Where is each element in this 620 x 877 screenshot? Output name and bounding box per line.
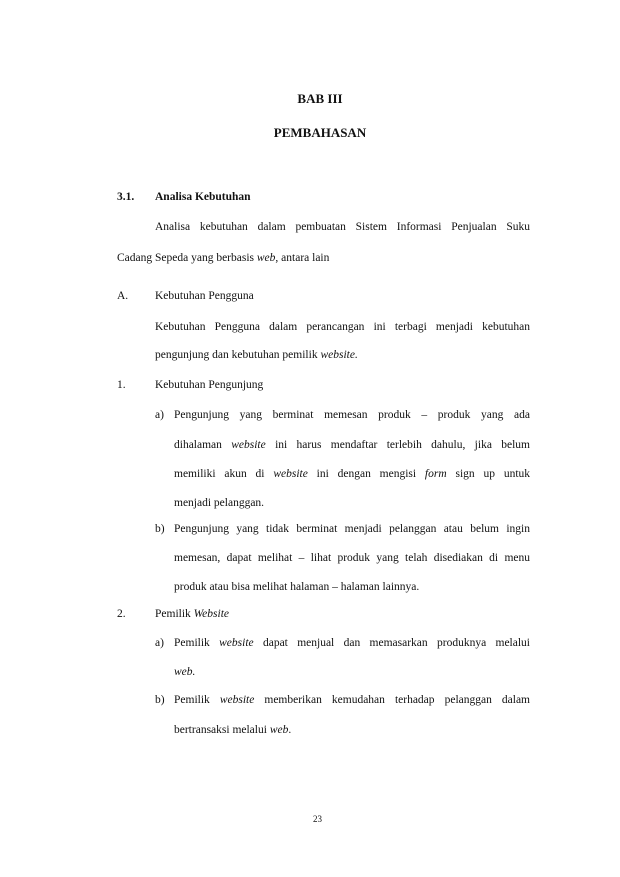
item-2-title: Pemilik Website: [155, 608, 230, 620]
item-1a-line-2: dihalaman website ini harus mendaftar terlebih dahulu, jika belum: [174, 439, 530, 451]
item-2-label: 2.: [117, 608, 126, 620]
item-1b-line-2: memesan, dapat melihat – lihat produk yang telah disediakan di menu: [174, 552, 530, 564]
item-1-label: 1.: [117, 379, 126, 391]
item-1b-line-1: Pengunjung yang tidak berminat menjadi pelanggan atau belum ingin: [174, 523, 530, 535]
item-1-title: Kebutuhan Pengunjung: [155, 379, 264, 391]
item-2a-line-1: Pemilik website dapat menjual dan memasarkan produknya melalui: [174, 637, 530, 649]
item-2b-label: b): [155, 694, 165, 706]
chapter-title: PEMBAHASAN: [273, 125, 367, 140]
item-1b-label: b): [155, 523, 165, 535]
item-1b-line-3: produk atau bisa melihat halaman – halaman lainnya.: [174, 581, 420, 593]
subsection-a-line-1: Kebutuhan Pengguna dalam perancangan ini terbagi menjadi kebutuhan: [155, 321, 530, 333]
item-1a-line-3: memiliki akun di website ini dengan mengisi form sign up untuk: [174, 468, 531, 480]
item-1a-label: a): [155, 409, 164, 421]
subsection-a-title: Kebutuhan Pengguna: [155, 290, 254, 302]
item-2b-line-1: Pemilik website memberikan kemudahan terhadap pelanggan dalam: [174, 694, 530, 706]
item-1a-line-1: Pengunjung yang berminat memesan produk – produk yang ada: [174, 409, 530, 421]
subsection-a-line-2: pengunjung dan kebutuhan pemilik website.: [155, 349, 358, 361]
subsection-a-label: A.: [117, 290, 129, 302]
item-2a-label: a): [155, 637, 164, 649]
intro-line-1: Analisa kebutuhan dalam pembuatan Sistem Informasi Penjualan Suku: [155, 221, 530, 233]
chapter-number: BAB III: [297, 91, 343, 106]
section-number: 3.1.: [117, 191, 135, 203]
item-2a-line-2: web.: [174, 666, 196, 678]
section-title: Analisa Kebutuhan: [155, 191, 251, 203]
intro-line-2: Cadang Sepeda yang berbasis web, antara lain: [117, 252, 330, 264]
item-1a-line-4: menjadi pelanggan.: [174, 497, 265, 509]
page-number: 23: [313, 814, 322, 824]
item-2b-line-2: bertransaksi melalui web.: [174, 724, 292, 736]
